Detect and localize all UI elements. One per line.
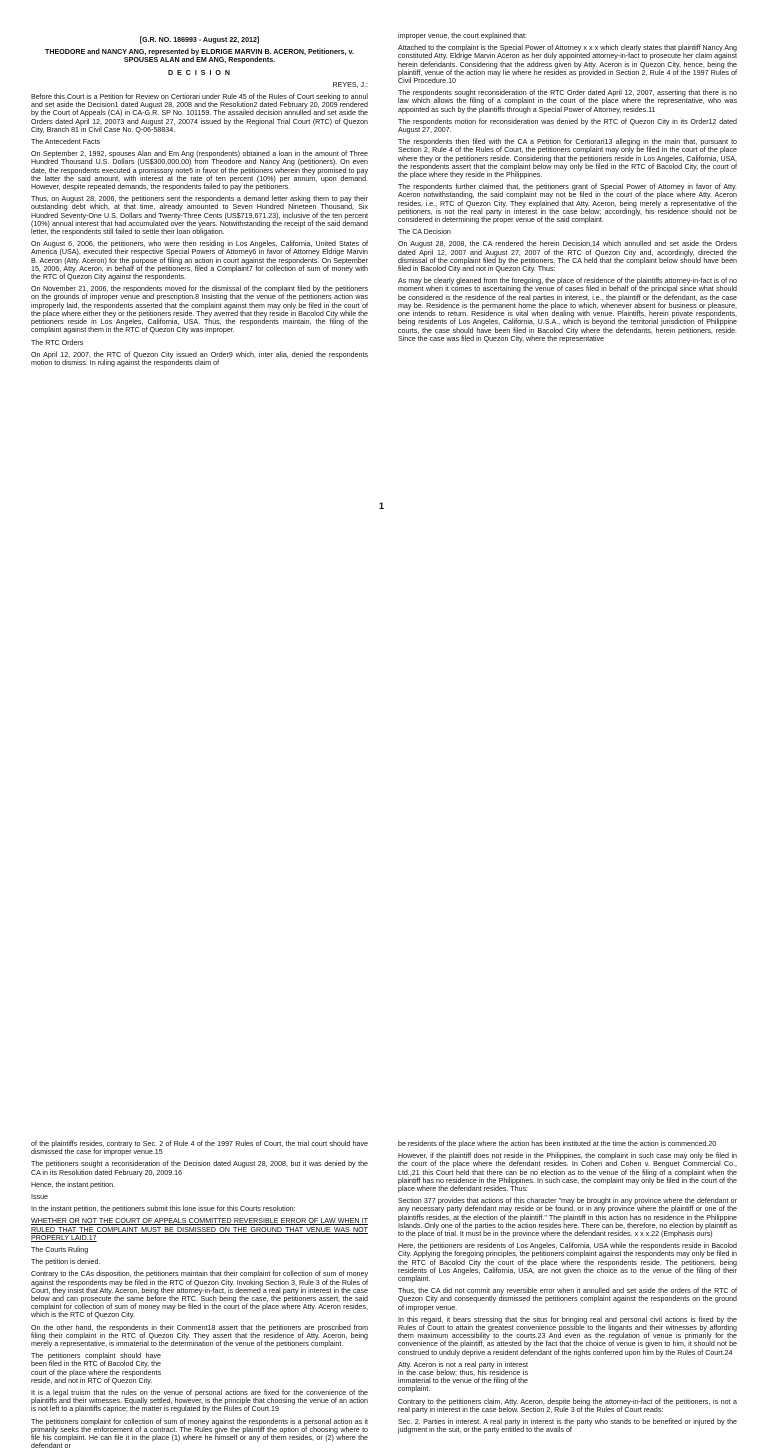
sub-heading: The petitioners complaint should have been filed in the RTC of Bacolod City, the court of the place where the respondents reside, and not in RTC of Quezon City. bbox=[31, 1352, 161, 1385]
section-heading: The Antecedent Facts bbox=[31, 138, 101, 147]
page-gap bbox=[0, 512, 768, 566]
page-number: 1 bbox=[379, 501, 385, 511]
paragraph: On September 2, 1992, spouses Alan and Em Ang (respondents) obtained a loan in the amount of Three Hundred Thousand U.S. Dollars (US$300,000.00) from Theodore and Nancy Ang (petitioners). On even date, the respondents executed a promissory note5 in favor of the petitioners wherein they promised to pay the latter the said amount, with interest at the rate of ten percent (10%) per annum, upon demand. However, despite repeated demands, the respondents failed to pay the petitioners. bbox=[31, 150, 368, 192]
paragraph: On August 6, 2006, the petitioners, who were then residing in Los Angeles, California, United States of America (USA), executed their respective Special Powers of Attorney6 in favor of Attorney Eldrige Marvin B. Aceron (Atty. Aceron) for the purpose of filing an action in court against the respondents. On September 15, 2006, Atty. Aceron, in behalf of the petitioners, filed a Complaint7 for collection of sum of money with the RTC of Quezon City against the respondents. bbox=[31, 240, 368, 282]
paragraph: On April 12, 2007, the RTC of Quezon City issued an Order9 which, inter alia, denied the respondents motion to dismiss. In ruling against the respondents claim of bbox=[31, 350, 368, 367]
paragraph: The respondents sought reconsideration of the RTC Order dated April 12, 2007, asserting that there is no law which allows the filing of a complaint in the court of the place where the representative, who was appointed as such by the plaintiffs through a Special Power of Attorney, resides.11 bbox=[398, 89, 737, 114]
issue-statement: WHETHER OR NOT THE COURT OF APPEALS COMMITTED REVERSIBLE ERROR OF LAW WHEN IT RULED THAT THE COMPLAINT MUST BE DISMISSED ON THE GROUND THAT VENUE WAS NOT PROPERLY LAID.17 bbox=[31, 1217, 368, 1242]
page-one-left-column bbox=[31, 36, 368, 371]
paragraph: On the other hand, the respondents in their Comment18 assert that the petitioners are proscribed from filing their complaint in the RTC of Quezon City. They assert that the residence of Atty. Aceron, being merely a representative, is immaterial to the determination of the venue of the petitioners complaint. bbox=[31, 1323, 368, 1349]
paragraph: In this regard, it bears stressing that the situs for bringing real and personal civil actions is fixed by the Rules of Court to attain the greatest convenience possible to the litigants and their witnesses by affording them maximum accessibility to the courts.23 And even as the regulation of venue is primarily for the convenience of the plaintiff, as attested by the fact that the choice of venue is given to him, it should not be construed to unduly deprive a resident defendant of the rights conferred upon him by the Rules of Court.24 bbox=[398, 1315, 737, 1357]
paragraph: The respondents motion for reconsideration was denied by the RTC of Quezon City in its Order12 dated August 27, 2007. bbox=[398, 117, 737, 135]
decision-heading: D E C I S I O N bbox=[167, 68, 232, 77]
paragraph: Contrary to the petitioners claim, Atty. Aceron, despite being the attorney-in-fact of the petitioners, is not a real party in interest in the case below. Section 2, Rule 3 of the Rules of Court reads: bbox=[398, 1397, 737, 1414]
quoted-paragraph: Section 377 provides that actions of this character "may be brought in any province where the defendant or any necessary party defendant may reside or be found, or in any province where the plaintiff or one of the plaintiffs resides, at the election of the plaintiff." The plaintiff in this action has no residence in the Philippine Islands. Only one of the parties to the action resides here. There can be, therefore, no election by plaintiff as to the place of trial. It must be in the province where the defendant resides. x x x.22 (Emphasis ours) bbox=[398, 1197, 737, 1239]
paragraph: In the instant petition, the petitioners submit this lone issue for this Courts resolution: bbox=[31, 1205, 296, 1214]
section-heading: The Courts Ruling bbox=[31, 1246, 89, 1255]
page-one-right-column bbox=[398, 32, 737, 347]
paragraph: Hence, the instant petition. bbox=[31, 1180, 115, 1189]
paragraph: Before this Court is a Petition for Review on Certiorari under Rule 45 of the Rules of Court seeking to annul and set aside the Decision1 dated August 28, 2008 and the Resolution2 dated February 20, 2009 rendered by the Court of Appeals (CA) in CA-G.R. SP No. 101159. The assailed decision annulled and set aside the Orders dated April 12, 20073 and August 27, 20074 issued by the Regional Trial Court (RTC) of Quezon City, Branch 81 in Civil Case No. Q-06-58834. bbox=[31, 93, 368, 134]
sub-heading: Atty. Aceron is not a real party in interest in the case below; thus, his residence is immaterial to the venue of the filing of the complaint. bbox=[398, 1360, 528, 1394]
paragraph: It is a legal truism that the rules on the venue of personal actions are fixed for the convenience of the plaintiffs and their witnesses. Equally settled, however, is the principle that choosing the venue of an action is not left to a plaintiffs caprice; the matter is regulated by the Rules of Court.19 bbox=[31, 1389, 368, 1414]
ponente: REYES, J.: bbox=[332, 80, 368, 89]
paragraph: On August 28, 2008, the CA rendered the herein Decision,14 which annulled and set aside the Orders dated April 12, 2007 and August 27, 2007 of the RTC of Quezon City and, accordingly, directed the dismissal of the complaint filed by the petitioners. The CA held that the complaint below should have been filed in Bacolod City and not in Quezon City. Thus: bbox=[398, 240, 737, 274]
paragraph: improper venue, the court explained that: bbox=[398, 32, 527, 40]
quoted-paragraph: Attached to the complaint is the Special Power of Attorney x x x which clearly states that plaintiff Nancy Ang constituted Atty. Eldrige Marvin Aceron as her duly appointed attorney-in-fact to prosecute her claim against herein defendants. Considering that the address given by Atty. Aceron is in Quezon City, hence, being the plaintiff, venue of the action may lie where he resides as provided in Section 2, Rule 4 of the 1997 Rules of Civil Procedure.10 bbox=[398, 44, 737, 86]
quoted-paragraph: As may be clearly gleaned from the foregoing, the place of residence of the plaintiffs attorney-in-fact is of no moment when it comes to ascertaining the venue of cases filed in behalf of the principal since what should be considered is the residence of the real parties in interest, i.e., the plaintiff or the defendant, as the case may be. Residence is the permanent home the place to which, whenever absent for business or pleasure, one intends to return. Residence is vital when dealing with venue. Plaintiffs, herein private respondents, being residents of Los Angeles, California, U.S.A., which is beyond the territorial jurisdiction of Philippine courts, the case should have been filed in Bacolod City where the defendants, herein petitioners, reside. Since the case was filed in Quezon City, where the representative bbox=[398, 277, 737, 343]
quoted-paragraph: Sec. 2. Parties in interest. A real party in interest is the party who stands to be benefited or injured by the judgment in the suit, or the party entitled to the avails of bbox=[398, 1418, 737, 1435]
page-two bbox=[0, 566, 768, 1451]
page-one bbox=[0, 0, 768, 512]
paragraph: The respondents further claimed that, the petitioners grant of Special Power of Attorney in favor of Atty. Aceron notwithstanding, the said complaint may not be filed in the court of the place where Atty. Aceron resides, i.e., RTC of Quezon City. They explained that Atty. Aceron, being merely a representative of the petitioners, is not the real party in interest in the case below; accordingly, his residence should not be considered in determining the proper venue of the said complaint. bbox=[398, 183, 737, 225]
section-heading: Issue bbox=[31, 1193, 48, 1202]
paragraph: of the plaintiffs resides, contrary to Sec. 2 of Rule 4 of the 1997 Rules of Court, the trial court should have dismissed the case for improper venue.15 bbox=[31, 1140, 368, 1157]
paragraph: be residents of the place where the action has been instituted at the time the action is commenced.20 bbox=[398, 1140, 717, 1148]
paragraph: The respondents then filed with the CA a Petition for Certiorari13 alleging in the main that, pursuant to Section 2, Rule 4 of the Rules of Court, the petitioners complaint may only be filed in the court of the place where they or the petitioners reside. Considering that the petitioners reside in Los Angeles, California, USA, the respondents assert that the complaint below may only be filed in the RTC of Bacolod City, the court of the place where they reside in the Philippines. bbox=[398, 138, 737, 180]
case-parties: THEODORE and NANCY ANG, represented by ELDRIGE MARVIN B. ACERON, Petitioners, v. SPOUSES ALAN and EM ANG, Respondents. bbox=[45, 48, 354, 65]
paragraph: The petitioners complaint for collection of sum of money against the respondents is a personal action as it primarily seeks the enforcement of a contract. The Rules give the plaintiff the option of choosing where to file his complaint. He can file it in the place (1) where he himself or any of them resides, or (2) where the defendant or bbox=[31, 1417, 368, 1451]
page-two-right-column bbox=[398, 1140, 737, 1439]
page-two-left-column bbox=[31, 1140, 368, 1455]
paragraph: Thus, the CA did not commit any reversible error when it annulled and set aside the orders of the RTC of Quezon City and consequently dismissed the petitioners complaint against the respondents on the ground of improper venue. bbox=[398, 1287, 737, 1312]
case-number: [G.R. NO. 186993 - August 22, 2012] bbox=[139, 36, 260, 44]
paragraph: Contrary to the CAs disposition, the petitioners maintain that their complaint for collection of sum of money against the respondents may be filed in the RTC of Quezon City. Invoking Section 3, Rule 3 of the Rules of Court, they insist that Atty. Aceron, being their attorney-in-fact, is deemed a real party in interest in the case below and can prosecute the same before the RTC. Such being the case, the petitioners assert, the said complaint for collection of sum of money may be filed in the court of the place where Atty. Aceron resides, which is the RTC of Quezon City. bbox=[31, 1270, 368, 1320]
section-heading: The RTC Orders bbox=[31, 338, 84, 347]
paragraph: Here, the petitioners are residents of Los Angeles, California, USA while the respondents reside in Bacolod City. Applying the foregoing principles, the petitioners complaint against the respondents may only be filed in the RTC of Bacolod City the court of the place where the respondents reside. The petitioners, being residents of Los Angeles, California, USA, are not given the choice as to the venue of the filing of their complaint. bbox=[398, 1242, 737, 1284]
paragraph: Thus, on August 28, 2006, the petitioners sent the respondents a demand letter asking them to pay their outstanding debt which, at that time, already amounted to Seven Hundred Nineteen Thousand, Six Hundred Seventy-One U.S. Dollars and Twenty-Three Cents (US$719,671.23), inclusive of the ten percent (10%) annual interest that had accumulated over the years. Notwithstanding the receipt of the said demand letter, the respondents still failed to settle their loan obligation. bbox=[31, 195, 368, 237]
paragraph: On November 21, 2006, the respondents moved for the dismissal of the complaint filed by the petitioners on the grounds of improper venue and prescription.8 Insisting that the venue of the petitioners action was improperly laid, the respondents asserted that the complaint against them may only be filed in the court of the place where either they or the petitioners reside. They averred that they reside in Bacolod City while the petitioners reside in Los Angeles, California, USA. Thus, the respondents maintain, the filing of the complaint against them in the RTC of Quezon City was improper. bbox=[31, 285, 368, 335]
paragraph: The petitioners sought a reconsideration of the Decision dated August 28, 2008, but it was denied by the CA in its Resolution dated February 20, 2009.16 bbox=[31, 1160, 368, 1177]
section-heading: The CA Decision bbox=[398, 228, 451, 237]
paragraph: However, if the plaintiff does not reside in the Philippines, the complaint in such case may only be filed in the court of the place where the defendant resides. In Cohen and Cohen v. Benguet Commercial Co., Ltd.,21 this Court held that there can be no election as to the venue of the filing of a complaint when the plaintiff has no residence in the Philippines. In such case, the complaint may only be filed in the court of the place where the defendant resides. Thus: bbox=[398, 1152, 737, 1194]
paragraph: The petition is denied. bbox=[31, 1258, 101, 1267]
